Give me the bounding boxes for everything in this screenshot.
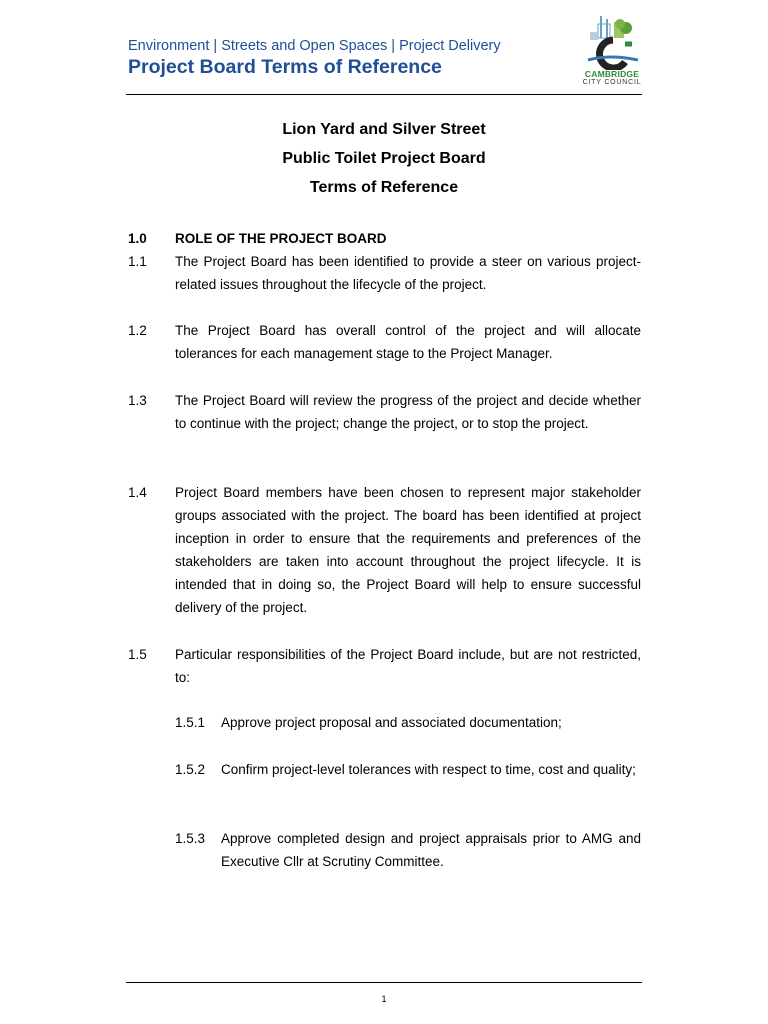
paragraph-text: The Project Board has been identified to provide a steer on various project-related issues throughout the lifecycle of the project.: [175, 254, 641, 292]
paragraph-text: Particular responsibilities of the Project Board include, but are not restricted, to:: [175, 647, 641, 685]
sub-item-text: Approve project proposal and associated documentation;: [221, 715, 562, 730]
paragraph-number: 1.1: [128, 254, 147, 269]
sub-item-number: 1.5.3: [175, 831, 206, 846]
footer-divider: [126, 982, 642, 983]
page-number: 1: [381, 994, 387, 1004]
doc-title-line-2: Public Toilet Project Board: [282, 150, 486, 167]
logo-text-cambridge: CAMBRIDGE: [584, 69, 640, 79]
paragraph-text: The Project Board will review the progress of the project and decide whether to continue with the project; change the project, or to stop the project.: [175, 393, 641, 431]
doc-title-line-1: Lion Yard and Silver Street: [282, 121, 486, 138]
paragraph-number: 1.3: [128, 393, 147, 408]
section-number: 1.0: [128, 231, 147, 246]
paragraph-number: 1.2: [128, 323, 147, 338]
header-title: Project Board Terms of Reference: [128, 56, 442, 78]
department-line: Environment | Streets and Open Spaces | Project Delivery: [128, 38, 501, 54]
doc-title-line-3: Terms of Reference: [309, 179, 459, 196]
sub-item-number: 1.5.2: [175, 762, 206, 777]
paragraph-number: 1.4: [128, 485, 147, 500]
sub-item-text: Confirm project-level tolerances with respect to time, cost and quality;: [221, 762, 636, 777]
paragraph-number: 1.5: [128, 647, 147, 662]
header-divider: [126, 94, 642, 95]
sub-item-text: Approve completed design and project appraisals prior to AMG and Executive Cllr at Scrutiny Committee.: [221, 831, 641, 869]
cambridge-city-council-logo: [580, 14, 646, 90]
logo-text-city-council: CITY COUNCIL: [582, 79, 642, 86]
paragraph-text: Project Board members have been chosen to represent major stakeholder groups associated with the project. The board has been identified at project inception in order to ensure that the requirements and preferences of the stakeholders are taken into account throughout the project lifecycle. It is intended that in doing so, the Project Board will help to ensure successful delivery of the project.: [175, 485, 641, 615]
paragraph-text: The Project Board has overall control of the project and will allocate tolerances for each management stage to the Project Manager.: [175, 323, 641, 361]
sub-item-number: 1.5.1: [175, 715, 206, 730]
logo-skyline-icon: [580, 14, 646, 70]
section-heading: ROLE OF THE PROJECT BOARD: [175, 231, 387, 246]
